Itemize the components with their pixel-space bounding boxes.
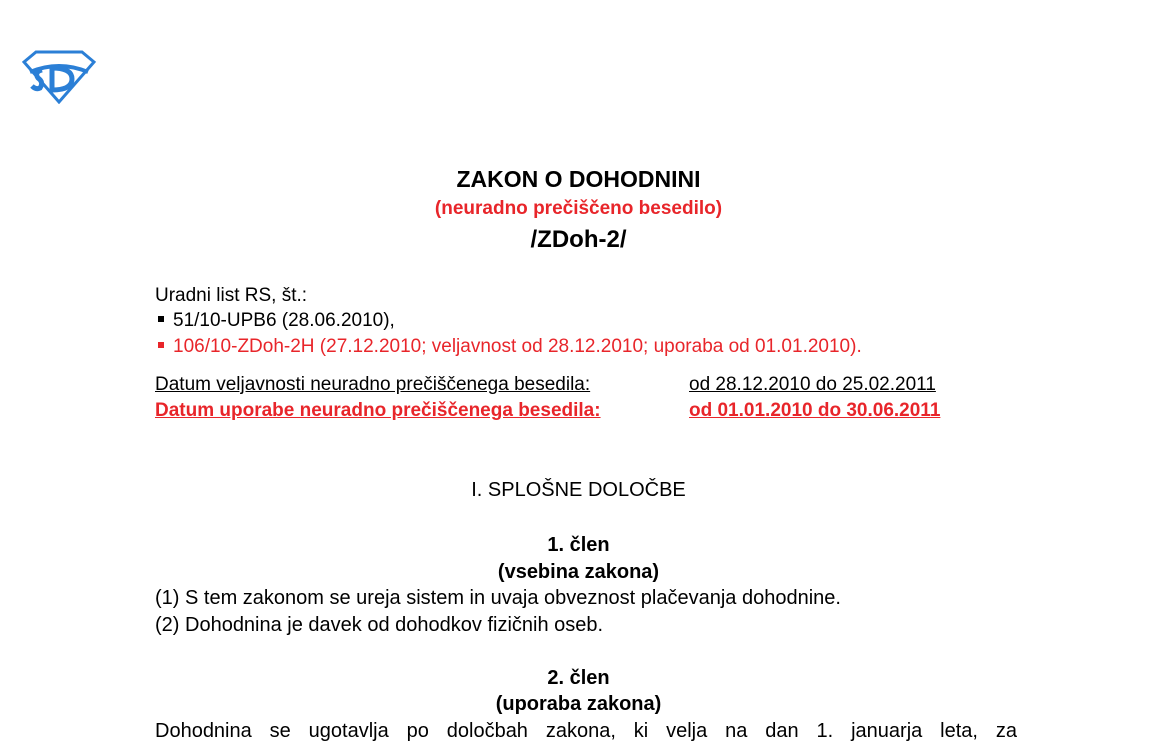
article-paragraph: Dohodnina se ugotavlja po določbah zakona, ki velja na dan 1. januarja leta, za (155, 720, 1017, 742)
bullet-icon (158, 342, 164, 348)
article-paragraph: (1) S tem zakonom se ureja sistem in uvaja obveznost plačevanja dohodnine. (155, 587, 841, 609)
logo-shield (24, 52, 94, 102)
article-heading: (vsebina zakona) (497, 561, 660, 583)
document-subtitle: (neuradno prečiščeno besedilo) (434, 198, 723, 219)
article-paragraph: (2) Dohodnina je davek od dohodkov fizičnih oseb. (155, 614, 604, 636)
logo (22, 50, 96, 104)
article-number: 2. člen (547, 667, 610, 689)
validity-label: Datum veljavnosti neuradno prečiščenega besedila: (155, 374, 591, 395)
article-number: 1. člen (547, 534, 610, 556)
application-value: od 01.01.2010 do 30.06.2011 (689, 400, 941, 421)
article-heading: (uporaba zakona) (495, 693, 662, 715)
law-abbreviation: /ZDoh-2/ (530, 226, 627, 253)
gazette-entry: 51/10-UPB6 (28.06.2010), (155, 310, 395, 332)
section-title: I. SPLOŠNE DOLOČBE (471, 479, 686, 501)
validity-value: od 28.12.2010 do 25.02.2011 (689, 374, 936, 395)
gazette-entry: 106/10-ZDoh-2H (27.12.2010; veljavnost od 28.12.2010; uporaba od 01.01.2010). (155, 336, 862, 358)
gazette-label: Uradni list RS, št.: (155, 285, 308, 306)
application-label: Datum uporabe neuradno prečiščenega besedila: (155, 400, 601, 421)
document-title: ZAKON O DOHODNINI (456, 166, 701, 192)
bullet-icon (158, 316, 164, 322)
